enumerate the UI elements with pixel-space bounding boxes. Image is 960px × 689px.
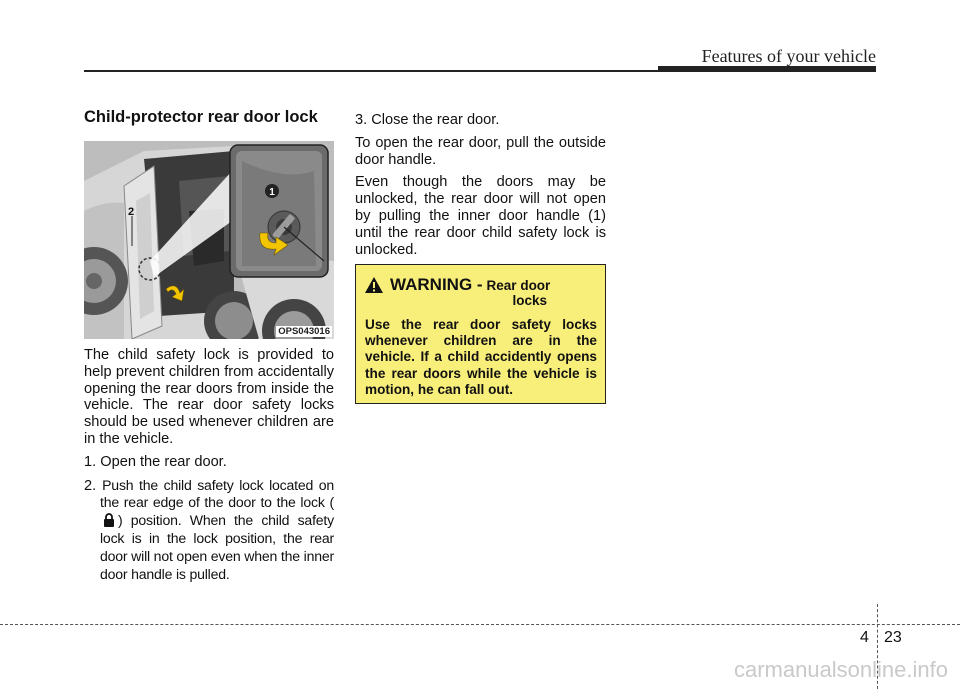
warning-title-line1: Rear door [486,278,551,293]
watermark: carmanualsonline.info [733,657,948,682]
step-2-text-a: Push the child safety lock located on the rear edge of the door to the lock ( [100,476,334,511]
section-heading: Child-protector rear door lock [84,108,318,126]
step-1 [84,454,334,471]
unlock-paragraph: Even though the doors may be unlocked, the rear door will not open by pulling the inner door handle (1) until the rear door child safety lock is unlocked. [355,174,606,258]
warning-body: Use the rear door safety locks whenever children are in the vehicle. If a child accidently opens the rear doors while the vehicle is motion, he can fall out. [365,317,597,397]
figure-callout-2: 2 [128,206,135,218]
warning-title-line2: locks [512,293,548,308]
header-rule-accent [658,66,876,72]
step-1-number: 1. [84,453,97,470]
left-column [84,108,334,583]
header-section-title: Features of your vehicle [701,46,876,66]
figure-callout-1: 1 [269,187,275,198]
warning-title [487,278,551,308]
padlock-icon [102,512,116,528]
step-2-number: 2. [84,477,97,494]
open-door-paragraph: To open the rear door, pull the outside door handle. [355,134,606,168]
step-3: 3. Close the rear door. [355,112,500,128]
car-door-illustration [84,141,334,339]
warning-box [355,264,606,404]
step-2 [84,477,334,584]
step-2-text-b: ) position. When the child safety lock is in the lock position, the rear door will not open even when the inner door handle is pulled. [100,512,334,582]
footer-rule [0,624,960,625]
right-column [355,112,606,264]
door-lock-figure [84,141,334,339]
page-number: 23 [884,629,902,646]
step-1-text: Open the rear door. [100,453,227,470]
warning-header [364,275,550,308]
warning-triangle-icon [364,276,384,294]
chapter-number: 4 [860,629,869,646]
intro-paragraph: The child safety lock is provided to help prevent children from accidentally opening the rear doors from inside the vehicle. The rear door safety locks should be used whenever children are in the vehicle. [84,347,334,447]
figure-code: OPS043016 [278,326,330,337]
warning-label: WARNING - [390,275,483,294]
